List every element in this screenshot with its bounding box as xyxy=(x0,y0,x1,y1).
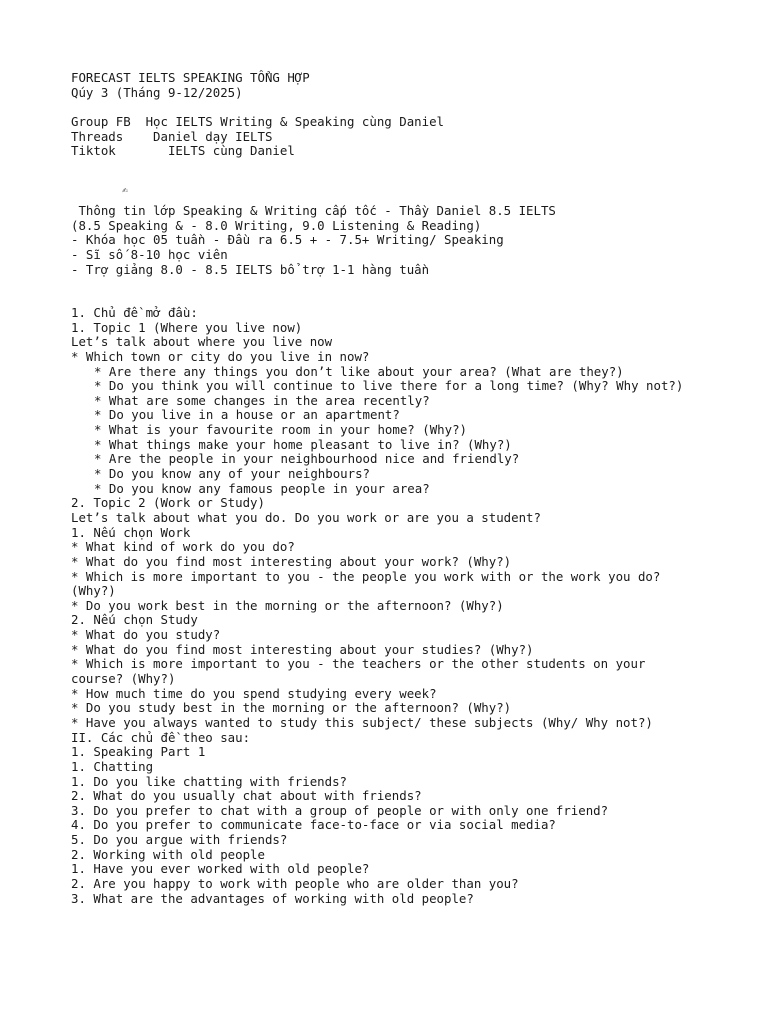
topic-line: * Which is more important to you - the teachers or the other students on your xyxy=(71,656,646,672)
topic-line: * Do you know any of your neighbours? xyxy=(94,466,371,482)
topic-line: * Which is more important to you - the people you work with or the work you do? xyxy=(71,568,661,584)
topic-line: * Do you work best in the morning or the afternoon? (Why?) xyxy=(71,597,504,613)
social-links xyxy=(71,115,444,159)
topic-line: 2. Topic 2 (Work or Study) xyxy=(71,495,265,511)
topic-line: course? (Why?) xyxy=(71,671,176,687)
topic-line: 3. Do you prefer to chat with a group of people or with only one friend? xyxy=(71,802,609,818)
topic-line: 2. What do you usually chat about with friends? xyxy=(71,788,422,804)
topic-line: 1. Do you like chatting with friends? xyxy=(71,773,348,789)
topic-line: * Have you always wanted to study this subject/ these subjects (Why/ Why not?) xyxy=(71,714,653,730)
topic-line: 1. Nếu chọn Work xyxy=(71,524,191,540)
topic-line: Let’s talk about where you live now xyxy=(71,334,333,350)
topic-line: * Do you study best in the morning or the afternoon? (Why?) xyxy=(71,700,512,716)
course-info xyxy=(71,204,556,277)
topic-line: 2. Nếu chọn Study xyxy=(71,612,198,628)
course-info-line: - Trợ giảng 8.0 - 8.5 IELTS bổ trợ 1-1 hàng tuần xyxy=(71,261,430,277)
document-header xyxy=(71,71,310,100)
topic-line: * What do you find most interesting about your work? (Why?) xyxy=(71,553,512,569)
document-subtitle: Qúy 3 (Tháng 9-12/2025) xyxy=(71,84,243,100)
topic-line: * What are some changes in the area recently? xyxy=(94,392,430,408)
writing-hand-icon: ✍ xyxy=(122,185,129,196)
course-info-line: (8.5 Speaking & - 8.0 Writing, 9.0 Listening & Reading) xyxy=(71,217,482,233)
topic-line: * What is your favourite room in your home? (Why?) xyxy=(94,422,467,438)
topic-line: 1. Topic 1 (Where you live now) xyxy=(71,319,303,335)
topic-line: 2. Working with old people xyxy=(71,846,265,862)
topic-line: 4. Do you prefer to communicate face-to-face or via social media? xyxy=(71,817,556,833)
topic-line: II. Các chủ đề theo sau: xyxy=(71,729,251,745)
social-line-threads: Threads Daniel dạy IELTS xyxy=(71,128,273,144)
course-info-line: Thông tin lớp Speaking & Writing cấp tốc - Thầy Daniel 8.5 IELTS xyxy=(71,203,556,218)
topic-line: 5. Do you argue with friends? xyxy=(71,832,288,848)
topic-line: 1. Speaking Part 1 xyxy=(71,744,206,760)
topic-line: 1. Have you ever worked with old people? xyxy=(71,861,370,877)
document-title: FORECAST IELTS SPEAKING TỔNG HỢP xyxy=(71,70,310,85)
topic-line: 1. Chatting xyxy=(71,758,154,774)
topic-line: (Why?) xyxy=(71,583,116,599)
topic-line: * What kind of work do you do? xyxy=(71,539,295,555)
topic-line: * Are there any things you don’t like about your area? (What are they?) xyxy=(94,363,624,379)
topic-line: Let’s talk about what you do. Do you work or are you a student? xyxy=(71,509,541,525)
topic-line: * How much time do you spend studying every week? xyxy=(71,685,437,701)
topic-list xyxy=(71,306,683,906)
topic-line: * Do you live in a house or an apartment? xyxy=(94,407,400,423)
course-info-line: - Khóa học 05 tuần - Đầu ra 6.5 + - 7.5+ Writing/ Speaking xyxy=(71,232,504,248)
topic-line: 1. Chủ đề mở đầu: xyxy=(71,305,198,320)
social-line-facebook: Group FB Học IELTS Writing & Speaking cùng Daniel xyxy=(71,114,444,129)
topic-line: * Which town or city do you live in now? xyxy=(71,348,370,364)
topic-line: * Do you know any famous people in your area? xyxy=(94,480,430,496)
topic-line: * What do you study? xyxy=(71,627,221,643)
topic-line: 2. Are you happy to work with people who are older than you? xyxy=(71,875,519,891)
topic-line: * What do you find most interesting about your studies? (Why?) xyxy=(71,641,534,657)
course-info-line: - Sĩ số 8-10 học viên xyxy=(71,246,228,262)
topic-line: 3. What are the advantages of working with old people? xyxy=(71,890,474,906)
social-line-tiktok: Tiktok IELTS cùng Daniel xyxy=(71,143,295,159)
topic-line: * What things make your home pleasant to live in? (Why?) xyxy=(94,436,512,452)
topic-line: * Are the people in your neighbourhood nice and friendly? xyxy=(94,451,520,467)
topic-line: * Do you think you will continue to live there for a long time? (Why? Why not?) xyxy=(94,378,684,394)
